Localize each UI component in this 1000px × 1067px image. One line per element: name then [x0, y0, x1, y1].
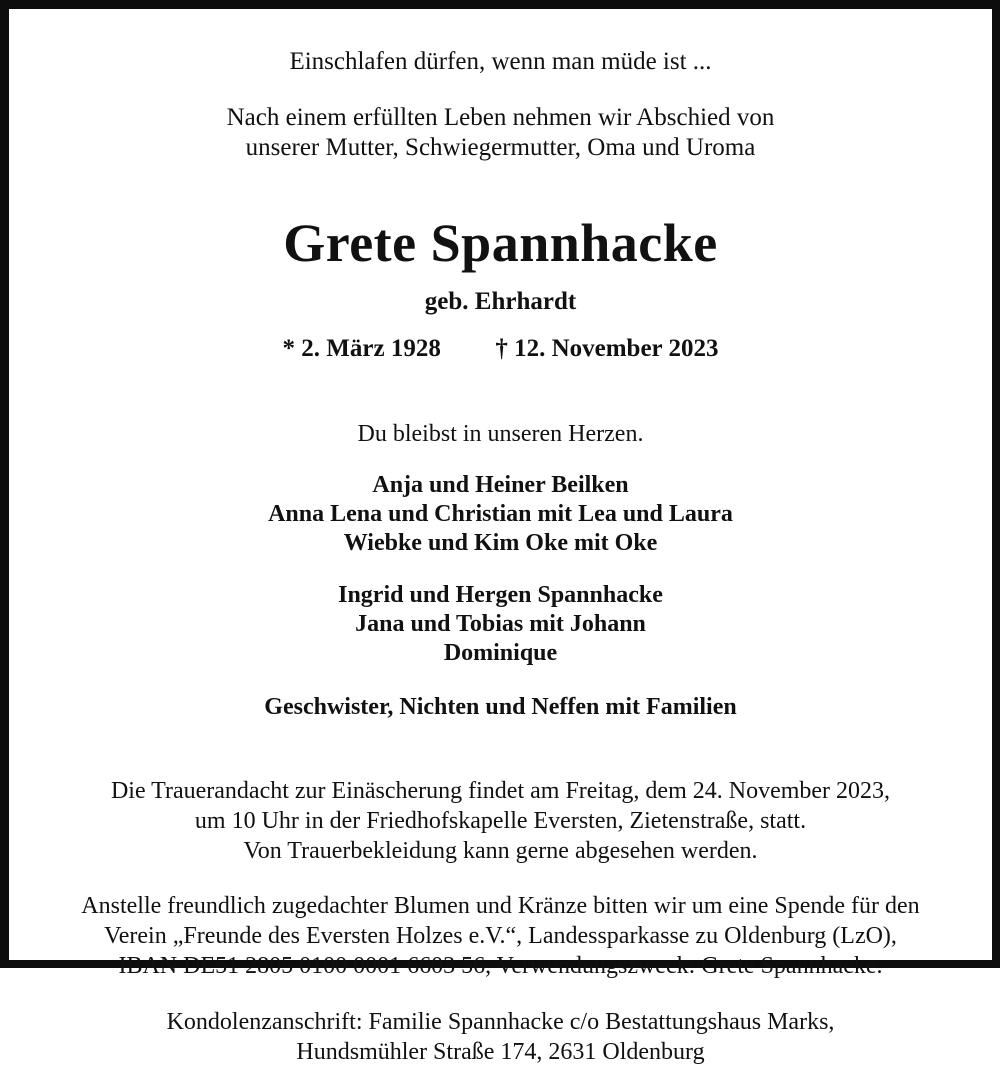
survivor-line: Jana und Tobias mit Johann [355, 611, 646, 637]
memory-line: Du bleibst in unseren Herzen. [357, 421, 644, 447]
survivors-group-two [31, 581, 970, 668]
condolence-address [31, 1007, 970, 1067]
address-line: Hundsmühler Straße 174, 2631 Oldenburg [296, 1039, 705, 1065]
donation-line: Anstelle freundlich zugedachter Blumen und Kränze bitten wir um eine Spende für den [81, 893, 920, 919]
death-date: 12. November 2023 [514, 335, 719, 362]
intro-line-2: unserer Mutter, Schwiegermutter, Oma und Uroma [245, 134, 756, 161]
birth-date: 2. März 1928 [301, 335, 441, 362]
survivors-group-one [31, 471, 970, 558]
address-line: Kondolenzanschrift: Familie Spannhacke c/o Bestattungshaus Marks, [166, 1009, 835, 1035]
deceased-name: Grete Spannhacke [283, 213, 718, 273]
survivors-relatives: Geschwister, Nichten und Neffen mit Familien [264, 694, 737, 720]
birth-symbol-icon: * [282, 335, 296, 362]
survivor-line: Dominique [443, 640, 558, 666]
intro-line-1: Nach einem erfüllten Leben nehmen wir Abschied von [226, 104, 775, 131]
service-details [31, 776, 970, 866]
deceased-dates [31, 334, 970, 364]
service-line: Von Trauerbekleidung kann gerne abgesehen werden. [243, 838, 758, 864]
service-line: um 10 Uhr in der Friedhofskapelle Eversten, Zietenstraße, statt. [194, 808, 807, 834]
service-line: Die Trauerandacht zur Einäscherung findet am Freitag, dem 24. November 2023, [110, 778, 891, 804]
opening-verse: Einschlafen dürfen, wenn man müde ist ... [289, 48, 712, 75]
donation-request [31, 891, 970, 981]
donation-line: IBAN DE51 2805 0100 0001 6603 56, Verwendungszweck: Grete Spannhacke. [118, 953, 883, 979]
deceased-maiden-name: geb. Ehrhardt [424, 288, 577, 315]
death-symbol-icon: † [495, 335, 508, 362]
obituary-content [9, 9, 992, 1065]
donation-line: Verein „Freunde des Eversten Holzes e.V.“, Landessparkasse zu Oldenburg (LzO), [104, 923, 897, 949]
survivor-line: Anja und Heiner Beilken [372, 472, 629, 498]
survivor-line: Wiebke und Kim Oke mit Oke [343, 530, 658, 556]
survivor-line: Anna Lena und Christian mit Lea und Laura [268, 501, 733, 527]
intro-text [31, 103, 970, 163]
survivor-line: Ingrid und Hergen Spannhacke [338, 582, 663, 608]
